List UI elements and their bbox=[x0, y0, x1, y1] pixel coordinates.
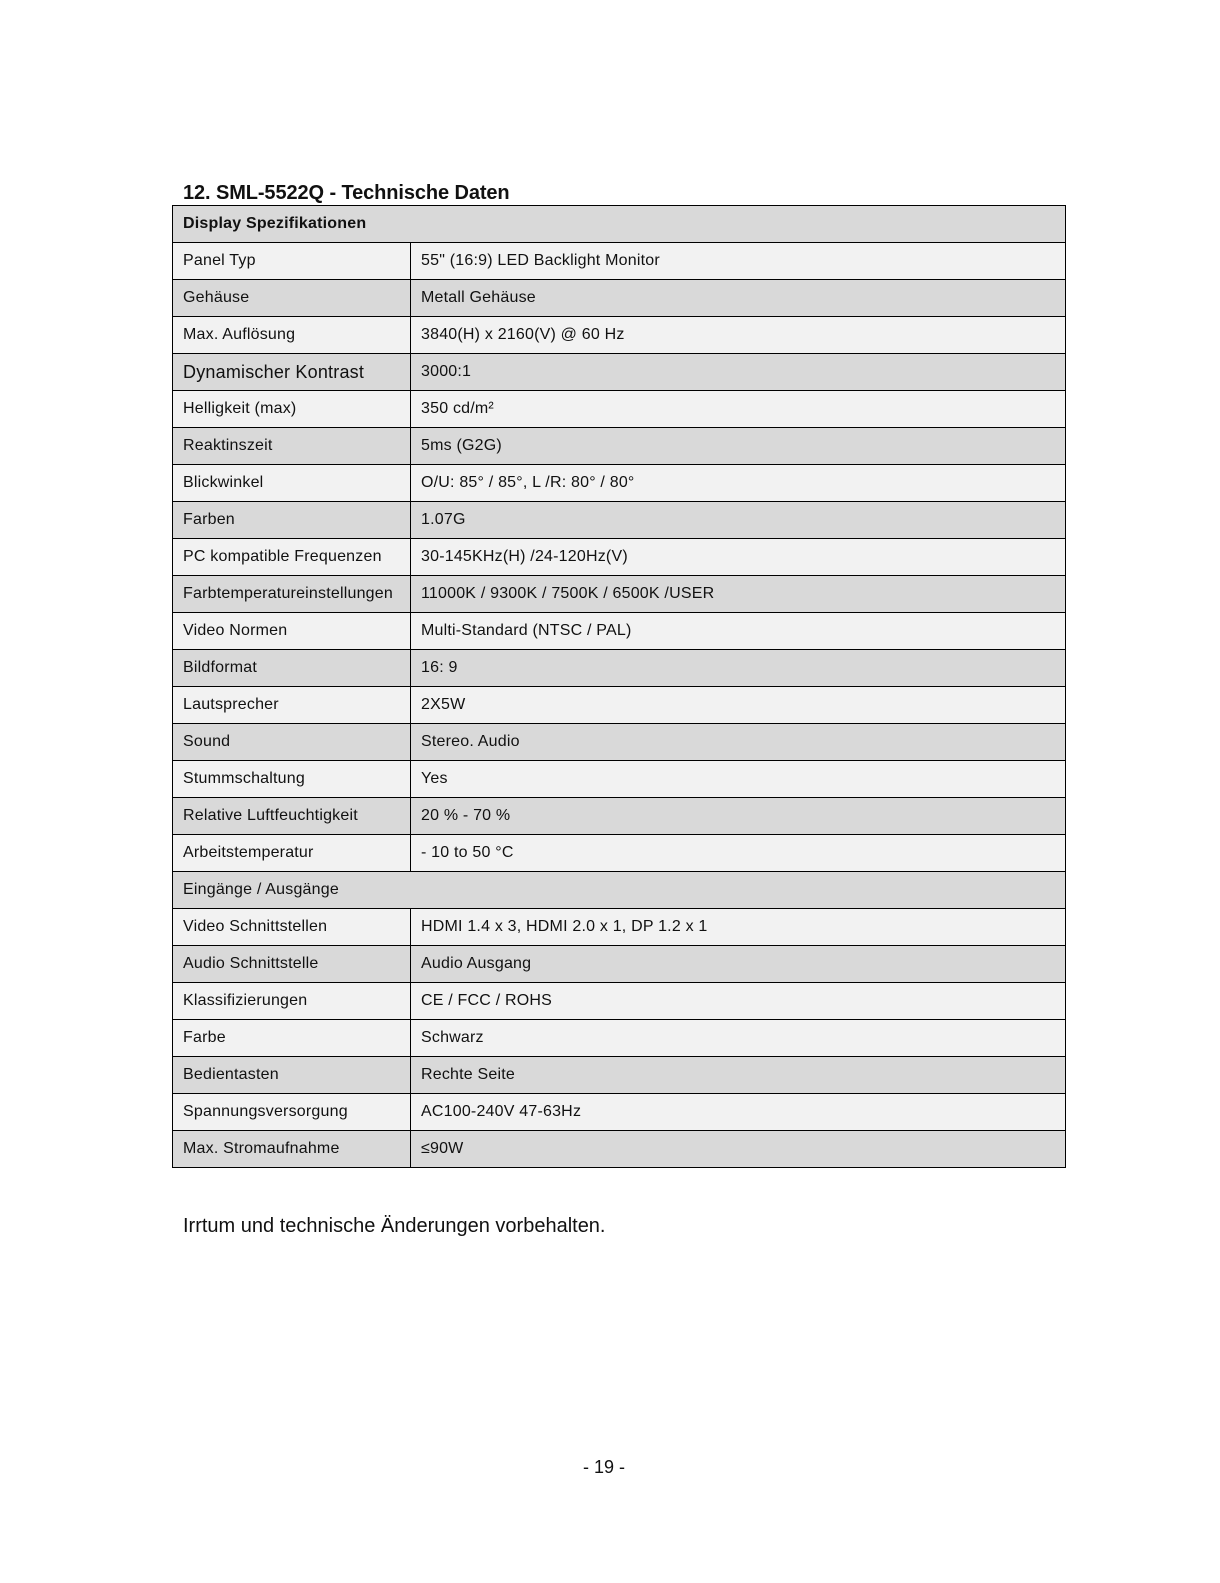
spec-value: 30-145KHz(H) /24-120Hz(V) bbox=[411, 539, 1066, 576]
table-row bbox=[173, 428, 1066, 465]
spec-value: Audio Ausgang bbox=[411, 946, 1066, 983]
table-row bbox=[173, 798, 1066, 835]
table-row bbox=[173, 1094, 1066, 1131]
table-row bbox=[173, 835, 1066, 872]
spec-value: Multi-Standard (NTSC / PAL) bbox=[411, 613, 1066, 650]
spec-value: 1.07G bbox=[411, 502, 1066, 539]
table-row bbox=[173, 687, 1066, 724]
page-number: - 19 - bbox=[582, 1457, 625, 1477]
table-row bbox=[173, 502, 1066, 539]
spec-value: 350 cd/m² bbox=[411, 391, 1066, 428]
spec-label: Dynamischer Kontrast bbox=[173, 354, 411, 391]
spec-value: 3000:1 bbox=[411, 354, 1066, 391]
table-row bbox=[173, 650, 1066, 687]
spec-label: Farbtemperatureinstellungen bbox=[173, 576, 411, 613]
spec-table bbox=[172, 205, 1066, 1168]
spec-value: CE / FCC / ROHS bbox=[411, 983, 1066, 1020]
spec-value: Schwarz bbox=[411, 1020, 1066, 1057]
table-row bbox=[173, 613, 1066, 650]
spec-label: Stummschaltung bbox=[173, 761, 411, 798]
spec-value: 55" (16:9) LED Backlight Monitor bbox=[411, 243, 1066, 280]
spec-label: Farben bbox=[173, 502, 411, 539]
section-title-display: Display Spezifikationen bbox=[173, 206, 1066, 243]
section-header-row bbox=[173, 206, 1066, 243]
table-row bbox=[173, 1057, 1066, 1094]
spec-value: Yes bbox=[411, 761, 1066, 798]
spec-label: Blickwinkel bbox=[173, 465, 411, 502]
table-row bbox=[173, 576, 1066, 613]
table-row bbox=[173, 983, 1066, 1020]
spec-value: Rechte Seite bbox=[411, 1057, 1066, 1094]
table-row bbox=[173, 391, 1066, 428]
spec-label: Sound bbox=[173, 724, 411, 761]
spec-label: Lautsprecher bbox=[173, 687, 411, 724]
spec-label: Spannungsversorgung bbox=[173, 1094, 411, 1131]
table-row bbox=[173, 317, 1066, 354]
spec-label: Video Normen bbox=[173, 613, 411, 650]
spec-label: Gehäuse bbox=[173, 280, 411, 317]
spec-label: Arbeitstemperatur bbox=[173, 835, 411, 872]
table-row bbox=[173, 280, 1066, 317]
spec-value: Stereo. Audio bbox=[411, 724, 1066, 761]
spec-label: Relative Luftfeuchtigkeit bbox=[173, 798, 411, 835]
spec-label: Klassifizierungen bbox=[173, 983, 411, 1020]
spec-label: PC kompatible Frequenzen bbox=[173, 539, 411, 576]
spec-label: Audio Schnittstelle bbox=[173, 946, 411, 983]
spec-value: 5ms (G2G) bbox=[411, 428, 1066, 465]
table-row bbox=[173, 1020, 1066, 1057]
table-row bbox=[173, 946, 1066, 983]
spec-value: HDMI 1.4 x 3, HDMI 2.0 x 1, DP 1.2 x 1 bbox=[411, 909, 1066, 946]
table-row bbox=[173, 465, 1066, 502]
table-row bbox=[173, 539, 1066, 576]
spec-value: AC100-240V 47-63Hz bbox=[411, 1094, 1066, 1131]
spec-value: - 10 to 50 °C bbox=[411, 835, 1066, 872]
table-row bbox=[173, 761, 1066, 798]
spec-value: O/U: 85° / 85°, L /R: 80° / 80° bbox=[411, 465, 1066, 502]
spec-value: 20 % - 70 % bbox=[411, 798, 1066, 835]
table-row bbox=[173, 1131, 1066, 1168]
page-title: 12. SML-5522Q - Technische Daten bbox=[183, 182, 510, 204]
table-row bbox=[173, 354, 1066, 391]
spec-label: Helligkeit (max) bbox=[173, 391, 411, 428]
spec-label: Farbe bbox=[173, 1020, 411, 1057]
spec-label: Video Schnittstellen bbox=[173, 909, 411, 946]
spec-value: 16: 9 bbox=[411, 650, 1066, 687]
spec-value: 2X5W bbox=[411, 687, 1066, 724]
table-row bbox=[173, 243, 1066, 280]
spec-value: 11000K / 9300K / 7500K / 6500K /USER bbox=[411, 576, 1066, 613]
disclaimer-text: Irrtum und technische Änderungen vorbehalten. bbox=[183, 1215, 606, 1237]
section-title-io: Eingänge / Ausgänge bbox=[173, 872, 1066, 909]
section-header-row bbox=[173, 872, 1066, 909]
table-row bbox=[173, 909, 1066, 946]
spec-label: Bedientasten bbox=[173, 1057, 411, 1094]
spec-value: ≤90W bbox=[411, 1131, 1066, 1168]
spec-label: Max. Stromaufnahme bbox=[173, 1131, 411, 1168]
spec-label: Bildformat bbox=[173, 650, 411, 687]
spec-label: Reaktinszeit bbox=[173, 428, 411, 465]
table-row bbox=[173, 724, 1066, 761]
spec-value: Metall Gehäuse bbox=[411, 280, 1066, 317]
spec-label: Panel Typ bbox=[173, 243, 411, 280]
spec-label: Max. Auflösung bbox=[173, 317, 411, 354]
spec-value: 3840(H) x 2160(V) @ 60 Hz bbox=[411, 317, 1066, 354]
